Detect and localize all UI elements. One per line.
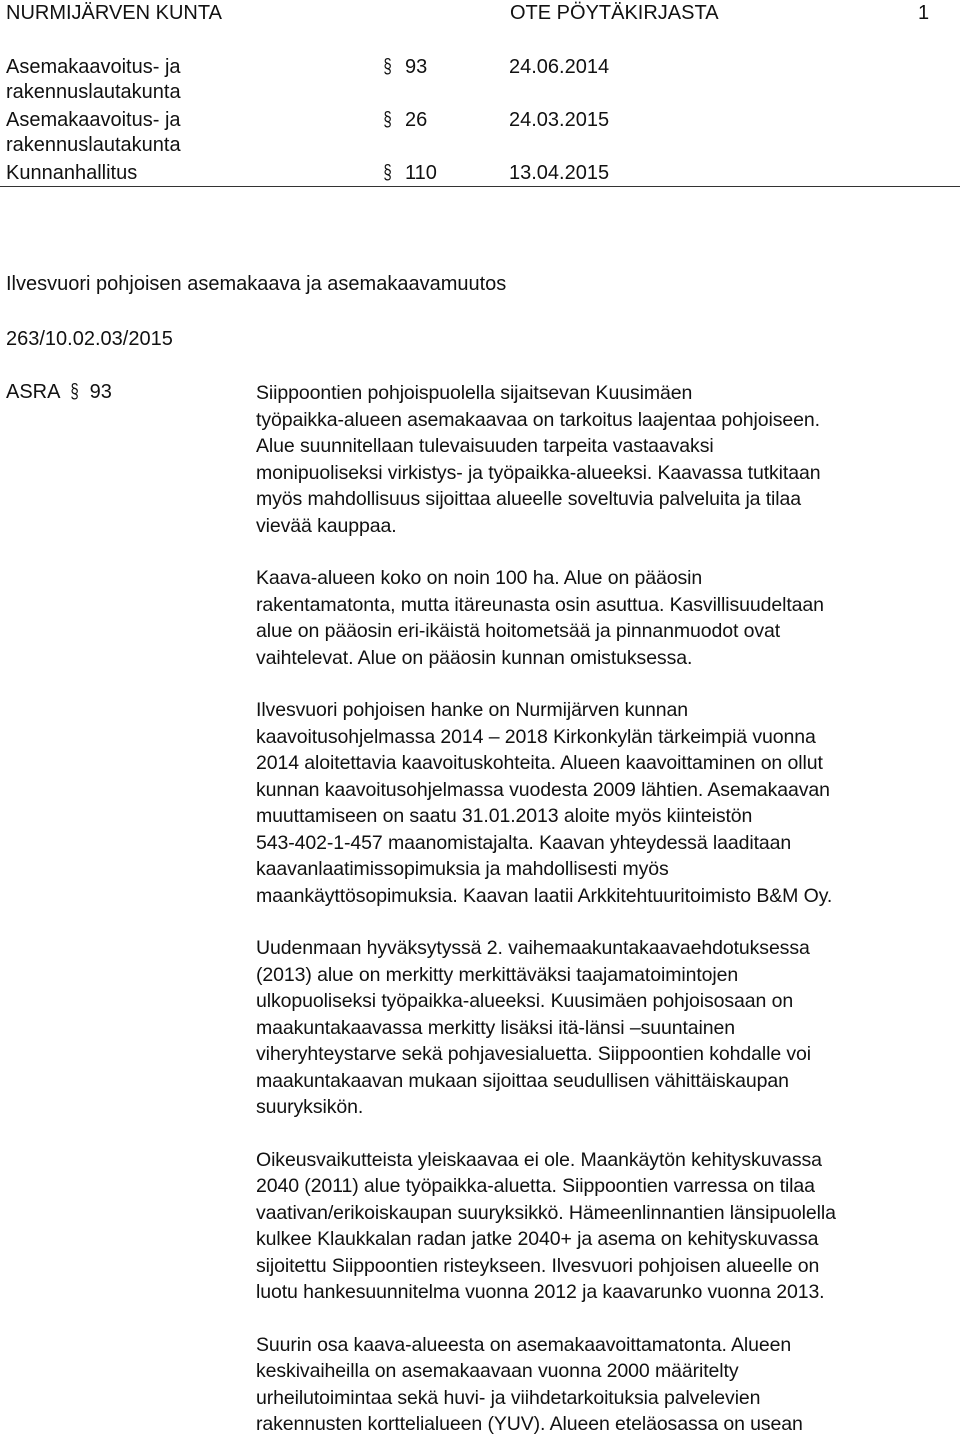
paragraph bbox=[256, 380, 956, 539]
paragraph bbox=[256, 1147, 956, 1306]
text-line: urheilutoimintaa sekä huvi- ja viihdetarkoituksia palvelevien bbox=[256, 1386, 761, 1409]
handling-body-line1: Asemakaavoitus- ja bbox=[6, 56, 181, 78]
paragraph bbox=[256, 697, 956, 909]
handling-body-line2: rakennuslautakunta bbox=[6, 134, 181, 156]
document-type: OTE PÖYTÄKIRJASTA bbox=[510, 2, 719, 24]
text-line: (2013) alue on merkitty merkittäväksi taajamatoimintojen bbox=[256, 963, 739, 986]
text-line: muuttamiseen on saatu 31.01.2013 aloite myös kiinteistön bbox=[256, 805, 753, 827]
handling-date: 13.04.2015 bbox=[509, 162, 610, 184]
text-line: 543-402-1-457 maanomistajalta. Kaavan yhteydessä laaditaan bbox=[256, 831, 792, 854]
handling-body-line1: Asemakaavoitus- ja bbox=[6, 109, 181, 131]
text-line: maakuntakaavassa merkitty lisäksi itä-länsi –suuntainen bbox=[256, 1016, 735, 1039]
handling-number: 93 bbox=[405, 56, 428, 78]
text-line: Kaava-alueen koko on noin 100 ha. Alue on pääosin bbox=[256, 567, 703, 589]
text-line: Ilvesvuori pohjoisen hanke on Nurmijärven kunnan bbox=[256, 699, 689, 721]
case-number: 263/10.02.03/2015 bbox=[6, 328, 173, 350]
paragraph bbox=[256, 935, 956, 1121]
handling-date: 24.03.2015 bbox=[509, 109, 610, 131]
text-line: luotu hankesuunnitelma vuonna 2012 ja kaavarunko vuonna 2013. bbox=[256, 1281, 825, 1303]
text-line: Siippoontien pohjoispuolella sijaitsevan Kuusimäen bbox=[256, 382, 693, 404]
handling-body-line1: Kunnanhallitus bbox=[6, 162, 138, 184]
text-line: Alue suunnitellaan tulevaisuuden tarpeita vastaavaksi bbox=[256, 435, 714, 457]
section-sign-icon: § bbox=[383, 162, 392, 184]
text-line: 2014 aloitettavia kaavoituskohteita. Alueen kaavoittaminen on ollut bbox=[256, 752, 823, 774]
handling-number: 26 bbox=[405, 109, 428, 131]
text-line: monipuoliseksi virkistys- ja työpaikka-alueeksi. Kaavassa tutkitaan bbox=[256, 461, 821, 484]
item-number: 93 bbox=[89, 381, 112, 403]
text-line: ulkopuoliseksi työpaikka-alueeksi. Kuusimäen pohjoisosaan on bbox=[256, 990, 794, 1012]
section-sign-icon: § bbox=[383, 56, 392, 78]
text-line: vaativan/erikoiskaupan suuryksikkö. Hämeenlinnantien länsipuolella bbox=[256, 1201, 836, 1224]
text-line: kunnan kaavoitusohjelmassa vuodesta 2009 lähtien. Asemakaavan bbox=[256, 778, 830, 801]
text-line: maankäyttösopimuksia. Kaavan laatii Arkkitehtuuritoimisto B&M Oy. bbox=[256, 884, 833, 907]
section-sign-icon: § bbox=[70, 381, 79, 403]
text-line: vievää kauppaa. bbox=[256, 514, 397, 537]
text-line: työpaikka-alueen asemakaavaa on tarkoitus laajentaa pohjoiseen. bbox=[256, 408, 820, 431]
text-line: Uudenmaan hyväksytyssä 2. vaihemaakuntakaavaehdotuksessa bbox=[256, 937, 810, 959]
handling-body-line2: rakennuslautakunta bbox=[6, 81, 181, 103]
text-line: maakuntakaavan mukaan sijoittaa seudullisen vähittäiskaupan bbox=[256, 1069, 789, 1092]
handling-date: 24.06.2014 bbox=[509, 56, 610, 78]
body-text bbox=[256, 380, 956, 1438]
handling-number: 110 bbox=[405, 162, 437, 184]
text-line: kaavoitusohjelmassa 2014 – 2018 Kirkonkylän tärkeimpiä vuonna bbox=[256, 725, 816, 748]
text-line: kulkee Klaukkalan radan jatke 2040+ ja asema on kehityskuvassa bbox=[256, 1228, 819, 1250]
text-line: myös mahdollisuus sijoittaa alueelle soveltuvia palveluita ja tilaa bbox=[256, 488, 802, 510]
text-line: keskivaiheilla on asemakaavaan vuonna 2000 määritelty bbox=[256, 1360, 739, 1382]
section-sign-icon: § bbox=[383, 109, 392, 131]
paragraph bbox=[256, 1332, 956, 1438]
text-line: rakennusten korttelialueen (YUV). Alueen eteläosassa on usean bbox=[256, 1413, 803, 1435]
text-line: Suurin osa kaava-alueesta on asemakaavoittamatonta. Alueen bbox=[256, 1333, 792, 1356]
page-number: 1 bbox=[918, 2, 930, 24]
text-line: 2040 (2011) alue työpaikka-aluetta. Siippoontien varressa on tilaa bbox=[256, 1175, 815, 1197]
text-line: sijoitettu Siippoontien risteykseen. Ilvesvuori pohjoisen alueelle on bbox=[256, 1254, 820, 1277]
item-reference bbox=[6, 379, 112, 405]
paragraph bbox=[256, 565, 956, 671]
text-line: suuryksikön. bbox=[256, 1096, 364, 1118]
text-line: alue on pääosin eri-ikäistä hoitometsää ja pinnanmuodot ovat bbox=[256, 620, 781, 642]
text-line: vaihtelevat. Alue on pääosin kunnan omistuksessa. bbox=[256, 646, 693, 669]
item-body: ASRA bbox=[6, 381, 60, 403]
text-line: rakentamatonta, mutta itäreunasta osin asuttua. Kasvillisuudeltaan bbox=[256, 593, 824, 616]
text-line: Oikeusvaikutteista yleiskaavaa ei ole. Maankäytön kehityskuvassa bbox=[256, 1148, 822, 1171]
header-divider bbox=[0, 186, 960, 187]
text-line: kaavanlaatimissopimuksia ja mahdollisesti myös bbox=[256, 858, 669, 880]
text-line: viheryhteystarve sekä pohjavesialuetta. Siippoontien kohdalle voi bbox=[256, 1043, 812, 1065]
page-title: Ilvesvuori pohjoisen asemakaava ja asemakaavamuutos bbox=[6, 273, 507, 295]
municipality-name: NURMIJÄRVEN KUNTA bbox=[6, 2, 222, 24]
